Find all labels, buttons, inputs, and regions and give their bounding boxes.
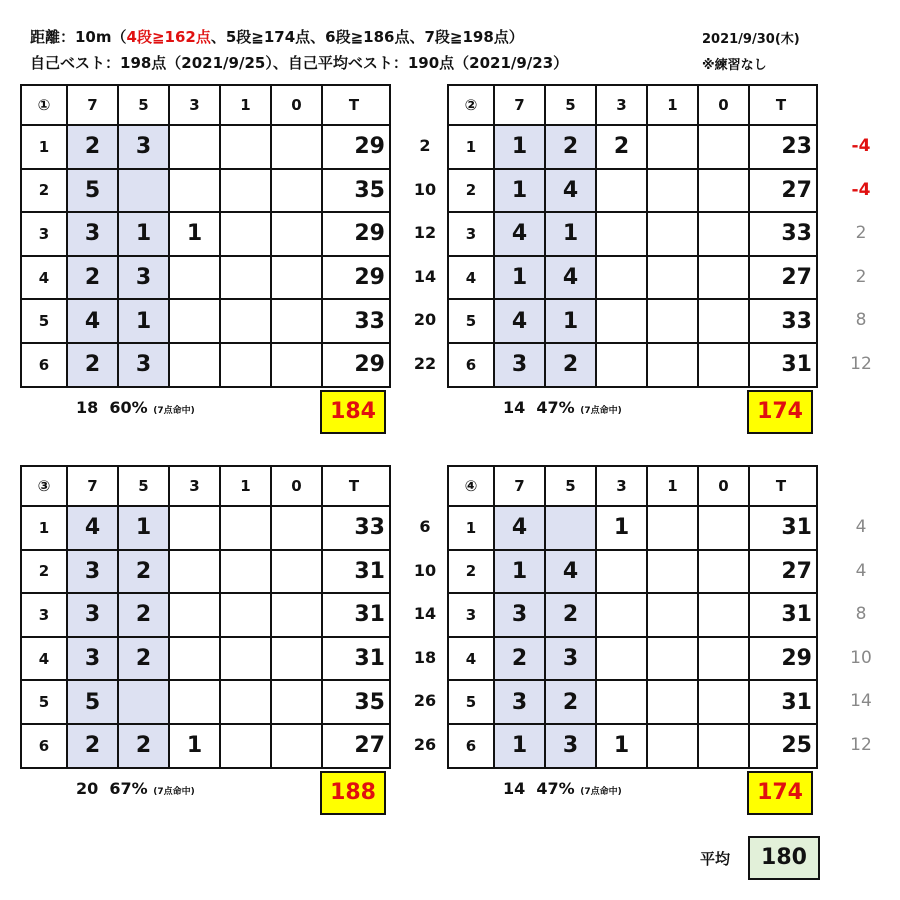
round-stats: [503, 779, 622, 798]
count-c0: [271, 125, 322, 169]
table-row: [448, 637, 817, 681]
count-c7: 3: [494, 680, 545, 724]
table-row: [448, 125, 817, 169]
score-difference: -4: [851, 136, 871, 156]
score-difference: 2: [855, 223, 867, 244]
table-row: [21, 256, 390, 300]
count-c5: 3: [545, 637, 596, 681]
table-row: [21, 299, 390, 343]
table-row: [448, 724, 817, 768]
average-label: 平均: [700, 850, 731, 868]
end-number: 6: [448, 343, 494, 387]
cumulative-7-count: 14: [413, 604, 437, 624]
round-4-table: [447, 465, 818, 769]
table-row: [448, 299, 817, 343]
count-c0: [698, 169, 749, 213]
column-header: T: [322, 466, 390, 506]
end-total: 29: [322, 343, 390, 387]
score-difference: 8: [855, 310, 867, 331]
count-c7: 4: [494, 506, 545, 550]
count-c1: [647, 680, 698, 724]
table-row: [448, 169, 817, 213]
end-number: 6: [448, 724, 494, 768]
end-number: 5: [21, 299, 67, 343]
column-header: 0: [698, 466, 749, 506]
hit-percentage: 47%: [536, 779, 575, 798]
column-header: 5: [545, 466, 596, 506]
end-number: 5: [448, 680, 494, 724]
session-date: 2021/9/30(木): [702, 32, 800, 47]
end-number: 3: [21, 212, 67, 256]
end-total: 33: [322, 299, 390, 343]
count-c0: [271, 343, 322, 387]
end-number: 4: [448, 256, 494, 300]
count-c3: [169, 680, 220, 724]
count-c7: 1: [494, 550, 545, 594]
round-stats: [76, 779, 195, 798]
seven-point-hits: 14: [503, 398, 526, 417]
count-c3: [596, 550, 647, 594]
table-row: [21, 169, 390, 213]
count-c0: [698, 680, 749, 724]
round-label: ③: [21, 466, 67, 506]
count-c1: [647, 343, 698, 387]
count-c0: [271, 212, 322, 256]
end-total: 33: [749, 299, 817, 343]
count-c0: [698, 212, 749, 256]
hit-percentage: 47%: [536, 398, 575, 417]
hit-note: (7点命中): [153, 787, 195, 797]
end-total: 35: [322, 169, 390, 213]
round-label: ④: [448, 466, 494, 506]
column-header: 7: [494, 85, 545, 125]
column-header: 1: [220, 85, 271, 125]
count-c5: 2: [118, 724, 169, 768]
column-header: 1: [647, 85, 698, 125]
end-number: 1: [21, 506, 67, 550]
end-number: 5: [21, 680, 67, 724]
column-header: 1: [647, 466, 698, 506]
round-total: 184: [320, 390, 386, 434]
column-header: 3: [169, 466, 220, 506]
count-c5: 3: [118, 256, 169, 300]
count-c3: [169, 169, 220, 213]
score-difference: 12: [850, 735, 872, 755]
table-row: [448, 506, 817, 550]
table-row: [21, 125, 390, 169]
count-c7: 5: [67, 680, 118, 724]
end-number: 6: [21, 343, 67, 387]
count-c3: [169, 637, 220, 681]
count-c5: 2: [545, 125, 596, 169]
column-header: 0: [698, 85, 749, 125]
count-c3: [169, 125, 220, 169]
count-c1: [647, 724, 698, 768]
count-c3: [169, 550, 220, 594]
count-c7: 1: [494, 256, 545, 300]
end-number: 1: [21, 125, 67, 169]
distance-label: 距離：10m（: [30, 28, 127, 46]
score-difference: 4: [855, 517, 867, 537]
table-row: [21, 680, 390, 724]
column-header: T: [749, 466, 817, 506]
table-row: [21, 343, 390, 387]
count-c7: 1: [494, 169, 545, 213]
count-c1: [220, 169, 271, 213]
count-c3: 1: [596, 506, 647, 550]
count-c5: 1: [118, 212, 169, 256]
end-total: 31: [322, 637, 390, 681]
column-header: 1: [220, 466, 271, 506]
seven-point-hits: 20: [76, 779, 99, 798]
score-difference: 14: [850, 691, 872, 712]
count-c3: 1: [169, 212, 220, 256]
count-c7: 4: [67, 299, 118, 343]
round-label: ①: [21, 85, 67, 125]
count-c7: 3: [67, 637, 118, 681]
table-row: [21, 637, 390, 681]
count-c7: 3: [67, 550, 118, 594]
table-row: [21, 506, 390, 550]
count-c5: 1: [545, 299, 596, 343]
count-c1: [647, 637, 698, 681]
count-c0: [271, 169, 322, 213]
score-difference: -4: [851, 179, 871, 200]
count-c5: 3: [545, 724, 596, 768]
column-header: 5: [118, 466, 169, 506]
column-header: 3: [169, 85, 220, 125]
count-c1: [220, 299, 271, 343]
count-c0: [271, 637, 322, 681]
seven-point-hits: 14: [503, 779, 526, 798]
cumulative-7-count: 10: [413, 179, 437, 199]
count-c7: 2: [67, 125, 118, 169]
table-row: [21, 212, 390, 256]
end-total: 29: [322, 125, 390, 169]
column-header: 7: [67, 466, 118, 506]
round-total: 188: [320, 771, 386, 815]
column-header: 7: [494, 466, 545, 506]
end-total: 31: [322, 593, 390, 637]
cumulative-7-count: 2: [419, 136, 431, 155]
score-difference: 8: [855, 604, 867, 625]
table-row: [21, 550, 390, 594]
count-c5: 3: [118, 125, 169, 169]
count-c3: [596, 212, 647, 256]
count-c5: [545, 506, 596, 550]
end-number: 4: [448, 637, 494, 681]
end-total: 27: [749, 169, 817, 213]
count-c5: 3: [118, 343, 169, 387]
count-c7: 4: [67, 506, 118, 550]
count-c5: 2: [118, 593, 169, 637]
table-row: [448, 550, 817, 594]
count-c1: [220, 256, 271, 300]
column-header: 5: [118, 85, 169, 125]
end-total: 31: [749, 593, 817, 637]
count-c0: [698, 593, 749, 637]
count-c1: [647, 550, 698, 594]
count-c3: [596, 593, 647, 637]
count-c5: [118, 680, 169, 724]
cumulative-7-count: 10: [413, 560, 437, 580]
round-stats: [503, 398, 622, 417]
end-number: 3: [448, 212, 494, 256]
count-c3: 1: [596, 724, 647, 768]
end-total: 33: [322, 506, 390, 550]
cumulative-7-count: 20: [413, 310, 437, 330]
rank-threshold-4dan: 4段≧162点: [126, 28, 211, 46]
column-header: 5: [545, 85, 596, 125]
end-total: 31: [749, 343, 817, 387]
column-header: 0: [271, 466, 322, 506]
count-c7: 5: [67, 169, 118, 213]
table-header-row: [21, 466, 390, 506]
practice-note: ※練習なし: [702, 58, 767, 73]
table-row: [448, 256, 817, 300]
table-row: [448, 593, 817, 637]
count-c0: [698, 637, 749, 681]
count-c5: 4: [545, 550, 596, 594]
count-c1: [647, 256, 698, 300]
end-number: 5: [448, 299, 494, 343]
distance-rules-line: [30, 26, 524, 47]
count-c7: 2: [67, 343, 118, 387]
score-difference: 12: [850, 354, 872, 374]
count-c3: [169, 506, 220, 550]
cumulative-7-count: 26: [413, 691, 437, 711]
count-c1: [220, 637, 271, 681]
column-header: 3: [596, 85, 647, 125]
end-number: 4: [21, 637, 67, 681]
count-c7: 1: [494, 724, 545, 768]
rank-thresholds-rest: 、5段≧174点、6段≧186点、7段≧198点）: [210, 28, 524, 46]
count-c0: [271, 593, 322, 637]
cumulative-7-count: 12: [413, 223, 437, 243]
end-total: 31: [749, 680, 817, 724]
count-c7: 4: [494, 212, 545, 256]
count-c7: 3: [67, 212, 118, 256]
end-number: 2: [448, 550, 494, 594]
score-difference: 10: [850, 647, 872, 668]
hit-note: (7点命中): [153, 406, 195, 416]
table-row: [448, 212, 817, 256]
end-total: 33: [749, 212, 817, 256]
hit-note: (7点命中): [580, 406, 622, 416]
round-2-table: [447, 84, 818, 388]
count-c0: [698, 343, 749, 387]
end-total: 31: [749, 506, 817, 550]
end-total: 35: [322, 680, 390, 724]
score-difference: 2: [855, 266, 867, 287]
table-header-row: [21, 85, 390, 125]
round-total: 174: [747, 771, 813, 815]
count-c7: 2: [67, 724, 118, 768]
hit-percentage: 60%: [109, 398, 148, 417]
count-c1: [647, 169, 698, 213]
count-c1: [220, 680, 271, 724]
end-number: 2: [21, 550, 67, 594]
count-c3: [596, 637, 647, 681]
count-c0: [698, 506, 749, 550]
end-number: 2: [448, 169, 494, 213]
table-row: [21, 593, 390, 637]
count-c1: [220, 506, 271, 550]
count-c3: [596, 169, 647, 213]
count-c0: [271, 724, 322, 768]
hit-note: (7点命中): [580, 787, 622, 797]
cumulative-7-count: 18: [413, 647, 437, 667]
cumulative-7-count: 14: [413, 266, 437, 286]
count-c1: [220, 724, 271, 768]
end-total: 27: [749, 256, 817, 300]
cumulative-7-count: 6: [419, 517, 431, 536]
end-number: 3: [21, 593, 67, 637]
count-c5: 2: [545, 343, 596, 387]
count-c3: 2: [596, 125, 647, 169]
count-c1: [647, 593, 698, 637]
end-number: 1: [448, 506, 494, 550]
count-c0: [698, 724, 749, 768]
end-number: 1: [448, 125, 494, 169]
column-header: T: [749, 85, 817, 125]
end-number: 4: [21, 256, 67, 300]
count-c7: 2: [494, 637, 545, 681]
count-c1: [220, 343, 271, 387]
count-c5: 2: [545, 680, 596, 724]
count-c5: 4: [545, 169, 596, 213]
end-total: 29: [749, 637, 817, 681]
count-c7: 3: [494, 593, 545, 637]
table-header-row: [448, 85, 817, 125]
table-row: [448, 680, 817, 724]
count-c1: [647, 299, 698, 343]
count-c5: 1: [118, 506, 169, 550]
count-c3: 1: [169, 724, 220, 768]
count-c7: 1: [494, 125, 545, 169]
end-total: 29: [322, 212, 390, 256]
count-c3: [596, 680, 647, 724]
count-c3: [169, 593, 220, 637]
seven-point-hits: 18: [76, 398, 99, 417]
round-3-table: [20, 465, 391, 769]
count-c5: 2: [545, 593, 596, 637]
cumulative-7-count: 26: [413, 735, 437, 754]
hit-percentage: 67%: [109, 779, 148, 798]
count-c3: [596, 256, 647, 300]
column-header: T: [322, 85, 390, 125]
count-c1: [220, 212, 271, 256]
average-score: 180: [748, 836, 820, 880]
count-c0: [698, 256, 749, 300]
count-c1: [220, 593, 271, 637]
round-label: ②: [448, 85, 494, 125]
count-c1: [220, 550, 271, 594]
count-c5: 2: [118, 637, 169, 681]
end-number: 6: [21, 724, 67, 768]
end-total: 31: [322, 550, 390, 594]
column-header: 3: [596, 466, 647, 506]
count-c0: [698, 550, 749, 594]
count-c1: [220, 125, 271, 169]
count-c3: [169, 299, 220, 343]
end-total: 27: [749, 550, 817, 594]
count-c5: 4: [545, 256, 596, 300]
end-total: 25: [749, 724, 817, 768]
round-1-table: [20, 84, 391, 388]
count-c0: [698, 125, 749, 169]
count-c5: 1: [545, 212, 596, 256]
count-c7: 3: [494, 343, 545, 387]
cumulative-7-count: 22: [413, 354, 437, 373]
end-total: 23: [749, 125, 817, 169]
end-number: 2: [21, 169, 67, 213]
table-header-row: [448, 466, 817, 506]
count-c5: 2: [118, 550, 169, 594]
count-c3: [169, 343, 220, 387]
count-c1: [647, 212, 698, 256]
count-c0: [271, 256, 322, 300]
count-c3: [596, 343, 647, 387]
round-total: 174: [747, 390, 813, 434]
count-c0: [271, 680, 322, 724]
count-c7: 3: [67, 593, 118, 637]
count-c5: 1: [118, 299, 169, 343]
count-c1: [647, 506, 698, 550]
count-c0: [271, 299, 322, 343]
score-difference: 4: [855, 560, 867, 581]
count-c7: 2: [67, 256, 118, 300]
count-c0: [698, 299, 749, 343]
column-header: 0: [271, 85, 322, 125]
count-c0: [271, 506, 322, 550]
count-c7: 4: [494, 299, 545, 343]
count-c5: [118, 169, 169, 213]
count-c3: [169, 256, 220, 300]
end-total: 27: [322, 724, 390, 768]
personal-best-line: 自己ベスト：198点（2021/9/25）、自己平均ベスト：190点（2021/9/23）: [30, 54, 569, 72]
end-total: 29: [322, 256, 390, 300]
column-header: 7: [67, 85, 118, 125]
end-number: 3: [448, 593, 494, 637]
count-c1: [647, 125, 698, 169]
table-row: [21, 724, 390, 768]
table-row: [448, 343, 817, 387]
round-stats: [76, 398, 195, 417]
count-c3: [596, 299, 647, 343]
count-c0: [271, 550, 322, 594]
